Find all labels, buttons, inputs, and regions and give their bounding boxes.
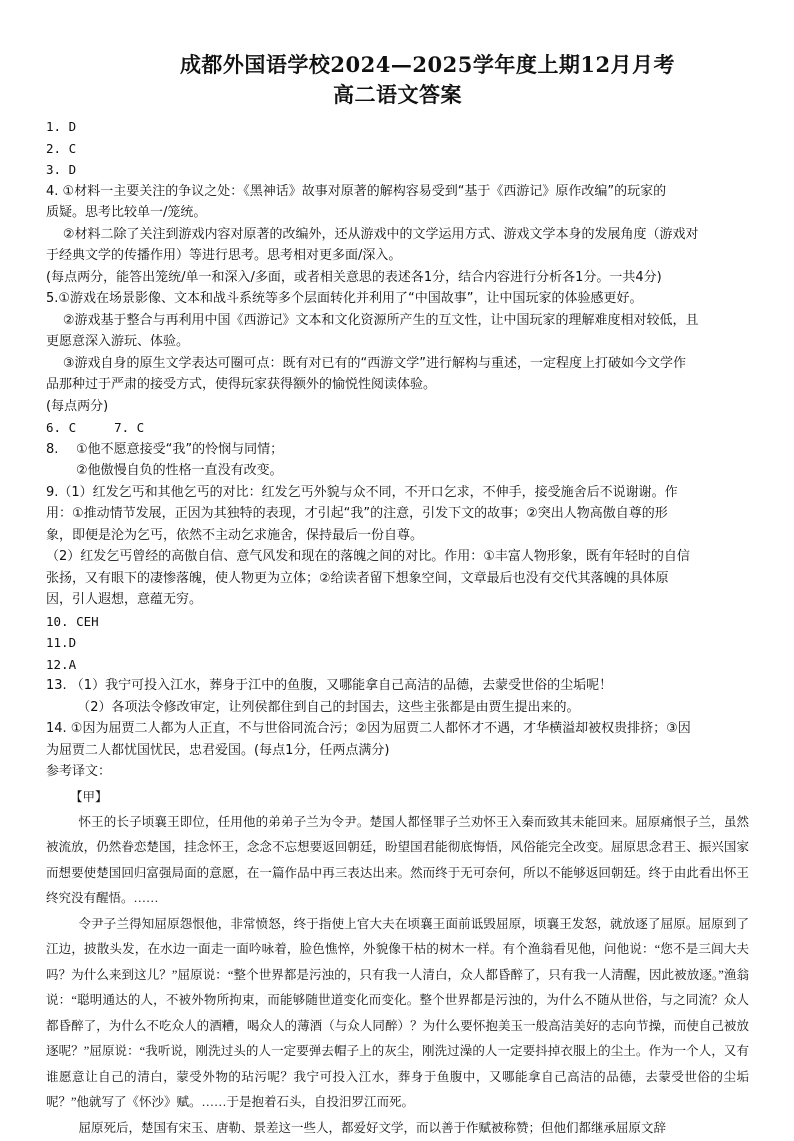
answer-4-line: 于经典文学的传播作用）等进行思考。思考相对更多面/深入。 [46,245,749,267]
reference-translation-label: 参考译文： [46,761,749,783]
answer-12: 12.A [46,654,749,676]
reference-translation [46,785,749,1141]
answer-8 [46,439,749,482]
answer-14-line: 为屈贾二人都忧国忧民，忠君爱国。(每点1分，任两点满分) [46,740,749,762]
answer-13-line: 13. （1）我宁可投入江水，葬身于江中的鱼腹，又哪能拿自己高洁的品德，去蒙受世俗的尘垢呢！ [46,675,749,697]
answer-13-line: （2）各项法令修改审定，让列侯都住到自己的封国去，这些主张都是由贾生提出来的。 [46,697,749,719]
answer-5-line: 5.①游戏在场景影像、文本和战斗系统等多个层面转化并利用了“中国故事”，让中国玩家的体验感更好。 [46,288,749,310]
answer-9-line: （2）红发乞丐曾经的高傲自信、意气风发和现在的落魄之间的对比。作用：①丰富人物形象，既有年轻时的自信 [46,546,749,568]
answer-4-line: 4. ①材料一主要关注的争议之处：《黑神话》故事对原著的解构容易受到“基于《西游记》原作改编”的玩家的 [46,181,749,203]
translation-paragraph: 怀王的长子顷襄王即位，任用他的弟弟子兰为令尹。楚国人都怪罪子兰劝怀王入秦而致其未能回来。屈原痛恨子兰，虽然被流放，仍然眷恋楚国，挂念怀王，念念不忘想要返回朝廷，盼望国君能彻底悔悟，风俗能完全改变。屈原思念君王、振兴国家而想要使楚国回归富强局面的意愿，在一篇作品中再三表达出来。然而终于无可奈何，所以不能够返回朝廷。终于由此看出怀王终究没有醒悟。…… [46,810,749,912]
answer-4-scoring: (每点两分，能答出笼统/单一和深入/多面，或者相关意思的表述各1分，结合内容进行分析各1分。一共4分) [46,267,749,289]
section-label: 【甲】 [70,785,749,810]
answer-5-line: ②游戏基于整合与再利用中国《西游记》文本和文化资源所产生的互文性，让中国玩家的理解难度相对较低，且 [46,310,749,332]
answer-3: 3. D [46,159,749,181]
answer-7: 7. C [114,420,144,435]
answer-9-line: 张扬，又有眼下的凄惨落魄，使人物更为立体；②给读者留下想象空间，文章最后也没有交代其落魄的具体原 [46,568,749,590]
answer-6-7 [46,417,749,439]
answer-9-line: 象，即便是沦为乞丐，依然不主动乞求施舍，保持最后一份自尊。 [46,525,749,547]
answer-5-line: 品那种过于严肃的接受方式，使得玩家获得额外的愉悦性阅读体验。 [46,374,749,396]
answer-list [46,116,749,783]
answer-5-scoring: (每点两分) [46,396,749,418]
answer-9-line: 9.（1）红发乞丐和其他乞丐的对比：红发乞丐外貌与众不同，不开口乞求，不伸手，接受施舍后不说谢谢。作 [46,482,749,504]
answer-5-line: ③游戏自身的原生文学表达可圈可点：既有对已有的“西游文学”进行解构与重述，一定程度上打破如今文学作 [46,353,749,375]
answer-8-point: ②他傲慢自负的性格一直没有改变。 [76,463,283,478]
answer-13 [46,675,749,718]
translation-paragraph: 令尹子兰得知屈原怨恨他，非常愤怒，终于指使上官大夫在顷襄王面前诋毁屈原，顷襄王发怒，就放逐了屈原。屈原到了江边，披散头发，在水边一面走一面吟咏着，脸色憔悴，外貌像干枯的树木一样。有个渔翁看见他，问他说：“您不是三闾大夫吗？为什么来到这儿？”屈原说：“整个世界都是污浊的，只有我一人清白，众人都昏醉了，只有我一人清醒，因此被放逐。”渔翁说：“聪明通达的人，不被外物所拘束，而能够随世道变化而变化。整个世界都是污浊的，为什么不随从世俗，与之同流？众人都昏醉了，为什么不吃众人的酒糟，喝众人的薄酒（与众人同醉）？为什么要怀抱美玉一般高洁美好的志向节操，而使自己被放逐呢？”屈原说：“我听说，刚洗过头的人一定要弹去帽子上的灰尘，刚洗过澡的人一定要抖掉衣服上的尘土。作为一个人，又有谁愿意让自己的清白，蒙受外物的玷污呢？我宁可投入江水，葬身于鱼腹中，又哪能拿自己高洁的品德，去蒙受世俗的尘垢呢？”他就写了《怀沙》赋。……于是抱着石头，自投汨罗江而死。 [46,912,749,1116]
document-subtitle: 高二语文答案 [46,80,749,110]
answer-8-line [46,460,749,482]
translation-paragraph: 屈原死后，楚国有宋玉、唐勒、景差这一些人，都爱好文学，而以善于作赋被称赞；但他们都继承屈原文辞 [46,1116,749,1141]
answer-9-line: 因，引人遐想，意蕴无穷。 [46,589,749,611]
answer-9-line: 用：①推动情节发展，正因为其独特的表现，才引起“我”的注意，引发下文的故事；②突出人物高傲自尊的形 [46,503,749,525]
answer-5 [46,288,749,417]
answer-10: 10. CEH [46,611,749,633]
answer-14 [46,718,749,761]
answer-4-line: ②材料二除了关注到游戏内容对原著的改编外，还从游戏中的文学运用方式、游戏文学本身的发展角度（游戏对 [46,224,749,246]
answer-4 [46,181,749,289]
document-title: 成都外国语学校2024—2025学年度上期12月月考 [46,50,749,80]
answer-6: 6. C [46,420,76,435]
answer-4-line: 质疑。思考比较单一/笼统。 [46,202,749,224]
answer-2: 2. C [46,138,749,160]
answer-14-line: 14. ①因为屈贾二人都为人正直，不与世俗同流合污；②因为屈贾二人都怀才不遇，才华横溢却被权贵排挤；③因 [46,718,749,740]
answer-9 [46,482,749,611]
answer-5-line: 更愿意深入游玩、体验。 [46,331,749,353]
answer-1: 1. D [46,116,749,138]
answer-8-number: 8. [46,439,76,461]
answer-8-line [46,439,749,461]
answer-11: 11.D [46,632,749,654]
answer-8-point: ①他不愿意接受“我”的怜悯与同情； [76,442,283,457]
